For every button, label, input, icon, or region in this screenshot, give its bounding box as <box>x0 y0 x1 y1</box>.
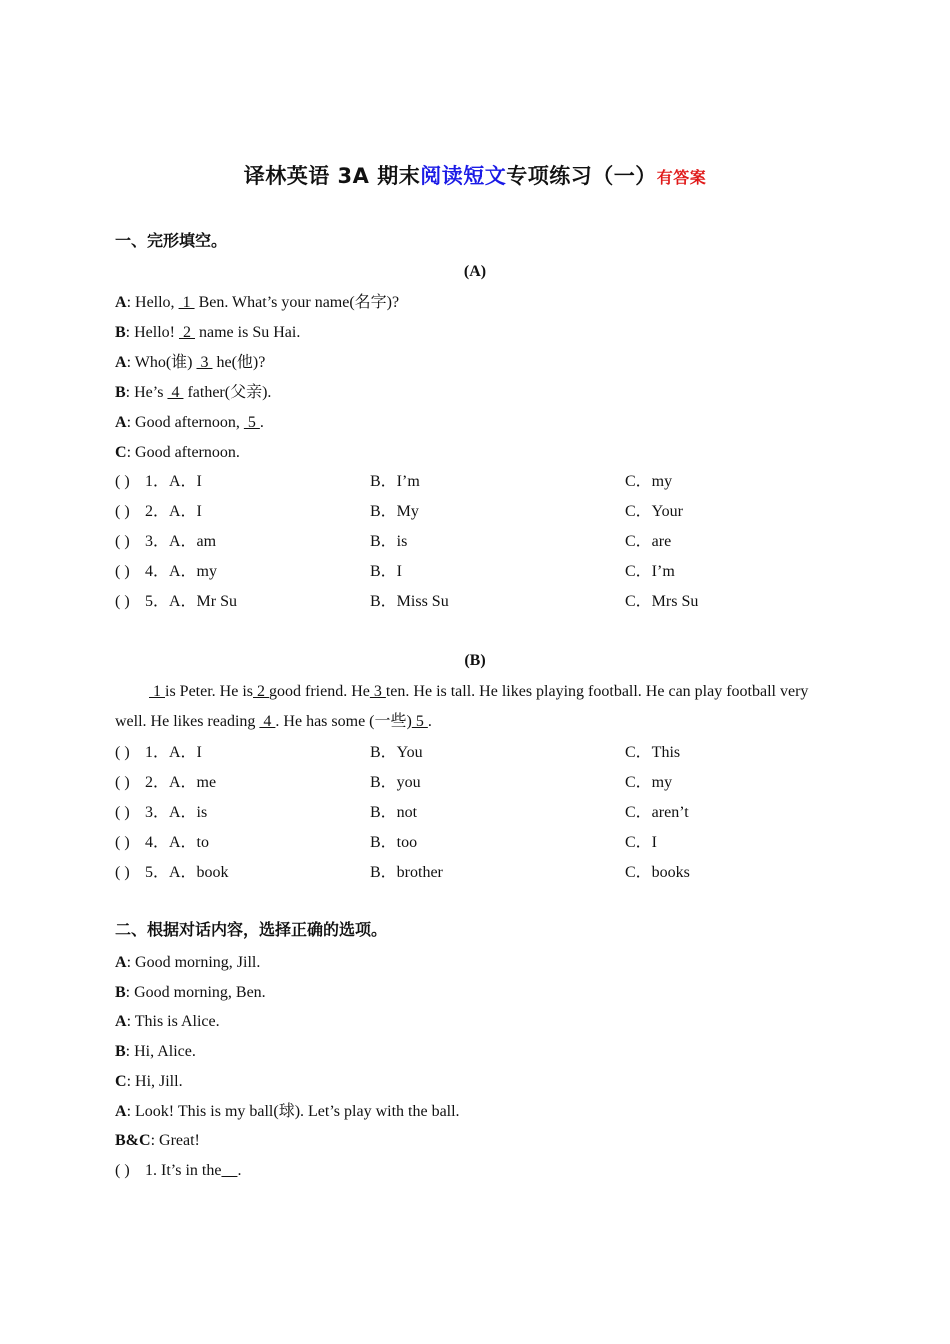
answer-paren[interactable]: ( ) <box>115 774 130 791</box>
title-part2: 专项练习（一） <box>506 164 657 188</box>
dialogue-line: C: Hi, Jill. <box>115 1073 183 1090</box>
dialogue-line: B: Hello! 2 name is Su Hai. <box>115 324 301 341</box>
blank <box>221 1162 237 1179</box>
blank: 1 <box>178 294 195 311</box>
blank: 2 <box>253 683 269 700</box>
dialogue-line: A: Look! This is my ball(球). Let’s play with the ball. <box>115 1103 460 1120</box>
answer-paren[interactable]: ( ) <box>115 503 130 520</box>
title-part1: 译林英语 3A 期末 <box>243 164 421 188</box>
part-b-label: (B) <box>464 652 486 669</box>
answer-paren[interactable]: ( ) <box>115 473 130 490</box>
blank: 3 <box>369 683 386 700</box>
dialogue-line: B&C: Great! <box>115 1132 200 1149</box>
question-row: ( ) 4．A．to B．too C．I <box>115 834 658 851</box>
dialogue-line: A: Good afternoon, 5 . <box>115 414 264 431</box>
answer-paren[interactable]: ( ) <box>115 533 130 550</box>
blank: 4 <box>167 384 184 401</box>
question-row: ( ) 5．A．Mr Su B．Miss Su C．Mrs Su <box>115 593 699 610</box>
question-row: ( ) 2．A．me B．you C．my <box>115 774 673 791</box>
answer-paren[interactable]: ( ) <box>115 563 130 580</box>
dialogue-line: B: Good morning, Ben. <box>115 984 266 1001</box>
blank: 2 <box>179 324 195 341</box>
dialogue-line: A: Who(谁) 3 he(他)? <box>115 354 266 371</box>
question-row: ( ) 3．A．is B．not C．aren’t <box>115 804 689 821</box>
answer-tag: 有答案 <box>656 168 707 187</box>
answer-paren[interactable]: ( ) <box>115 864 130 881</box>
answer-paren[interactable]: ( ) <box>115 744 130 761</box>
section1-heading: 一、完形填空。 <box>115 231 228 250</box>
dialogue-line: B: He’s 4 father(父亲). <box>115 384 272 401</box>
question-row: ( ) 3．A．am B．is C．are <box>115 533 672 550</box>
blank: 1 <box>149 683 165 700</box>
page-title <box>0 160 950 190</box>
question-row: ( ) 4．A．my B．I C．I’m <box>115 563 675 580</box>
question-row: ( ) 1. It’s in the . <box>115 1162 242 1179</box>
dialogue-line: A: Good morning, Jill. <box>115 954 261 971</box>
answer-paren[interactable]: ( ) <box>115 1162 130 1179</box>
question-row: ( ) 1．A．I B．You C．This <box>115 744 681 761</box>
blank: 4 <box>259 713 276 730</box>
dialogue-line: C: Good afternoon. <box>115 444 240 461</box>
blank: 3 <box>196 354 213 371</box>
question-row: ( ) 1．A．I B．I’m C．my <box>115 473 673 490</box>
section2-heading: 二、根据对话内容，选择正确的选项。 <box>115 920 388 939</box>
dialogue-line: B: Hi, Alice. <box>115 1043 196 1060</box>
answer-paren[interactable]: ( ) <box>115 593 130 610</box>
dialogue-line: A: Hello, 1 Ben. What’s your name(名字)? <box>115 294 400 311</box>
dialogue-line: A: This is Alice. <box>115 1013 220 1030</box>
question-row: ( ) 2．A．I B．My C．Your <box>115 503 683 520</box>
answer-paren[interactable]: ( ) <box>115 834 130 851</box>
blank: 5 <box>243 414 260 431</box>
part-a-label: (A) <box>463 263 487 280</box>
blank: 5 <box>411 713 428 730</box>
title-highlight: 阅读短文 <box>420 164 507 188</box>
answer-paren[interactable]: ( ) <box>115 804 130 821</box>
passage: 1 is Peter. He is 2 good friend. He 3 ten. He is tall. He likes playing football. He can play football very well. He likes reading 4 . He has some (一些) 5 . <box>115 683 809 730</box>
question-row: ( ) 5．A．book B．brother C．books <box>115 864 690 881</box>
